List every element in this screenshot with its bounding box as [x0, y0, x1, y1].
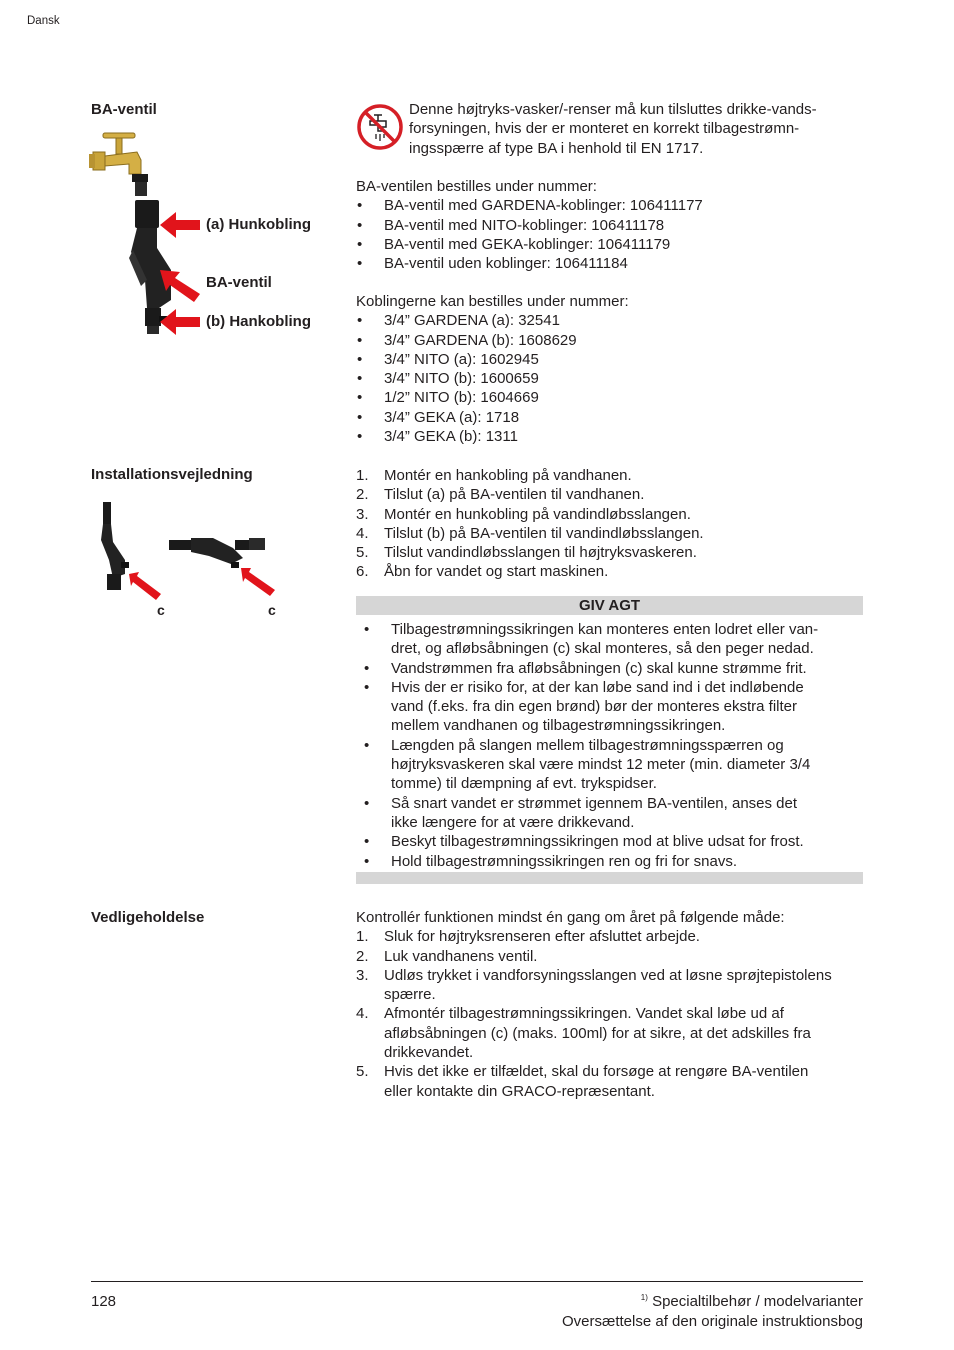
list-item: 6. Åbn for vandet og start maskinen. — [356, 563, 609, 581]
list-item: • 3/4” GARDENA (a): 32541 — [356, 311, 866, 330]
warning-line: forsyningen, hvis der er monteret en korrekt tilbagestrømn- — [409, 120, 800, 138]
coupling-order-heading: Koblingerne kan bestilles under nummer: — [356, 293, 629, 310]
label-ba-ventil: BA-ventil — [206, 274, 272, 291]
list-item: • Beskyt tilbagestrømningssikringen mod at blive udsat for frost. — [356, 832, 856, 851]
maintenance-intro: Kontrollér funktionen mindst én gang om året på følgende måde: — [356, 909, 785, 926]
valve-order-heading: BA-ventilen bestilles under nummer: — [356, 178, 597, 195]
arrow-icon — [160, 309, 204, 335]
valve-order-block — [356, 177, 866, 273]
list-item: 5. Hvis det ikke er tilfældet, skal du forsøge at rengøre BA-ventilen eller kontakte din GRACO-repræsentant. — [356, 1063, 809, 1100]
arrow-icon — [160, 212, 204, 238]
list-item: 1. Montér en hankobling på vandhanen. — [356, 467, 632, 484]
footnote-text: Specialtilbehør / modelvarianter — [652, 1293, 863, 1310]
label-hunkobling: (a) Hunkobling — [206, 216, 311, 233]
list-item: 3. Montér en hunkobling på vandindløbsslangen. — [356, 505, 691, 523]
arrow-icon — [160, 268, 204, 304]
list-item: • Så snart vandet er strømmet igennem BA-ventilen, anses det ikke længere for at være drikkevand. — [356, 794, 856, 833]
list-item: • 3/4” NITO (a): 1602945 — [356, 350, 866, 369]
warning-line: Denne højtryks-vasker/-renser må kun tilsluttes drikke-vands- — [409, 101, 817, 118]
list-item: • 3/4” GARDENA (b): 1608629 — [356, 331, 866, 350]
caution-bottom-bar — [356, 872, 863, 884]
list-item: 1. Sluk for højtryksrenseren efter afsluttet arbejde. — [356, 928, 700, 946]
list-item: • BA-ventil uden koblinger: 106411184 — [356, 254, 866, 273]
list-item: • 3/4” NITO (b): 1600659 — [356, 369, 866, 388]
list-item: 3. Udløs trykket i vandforsyningsslangen ved at løsne sprøjtepistolens spærre. — [356, 966, 832, 1004]
list-item: 4. Afmontér tilbagestrømningssikringen. Vandet skal løbe ud af afløbsåbningen (c) (maks. 100ml) for at sikre, at det adskilles fra drikkevandet. — [356, 1005, 811, 1062]
list-item: • 3/4” GEKA (b): 1311 — [356, 427, 866, 446]
footer-divider — [91, 1281, 863, 1282]
section-heading-maintenance: Vedligeholdelse — [91, 909, 205, 926]
label-hankobling: (b) Hankobling — [206, 313, 311, 330]
list-item: • Hold tilbagestrømningssikringen ren og fri for snavs. — [356, 852, 856, 871]
coupling-order-block — [356, 292, 866, 446]
caution-list — [356, 620, 856, 871]
section-heading-installation: Installationsvejledning — [91, 466, 253, 483]
list-item: 2. Tilslut (a) på BA-ventilen til vandhanen. — [356, 486, 645, 504]
list-item: • Tilbagestrømningssikringen kan monteres enten lodret eller van- dret, og afløbsåbningen (c) skal monteres, så den peger nedad. — [356, 620, 856, 659]
no-drinking-water-icon — [356, 103, 404, 151]
list-item: 4. Tilslut (b) på BA-ventilen til vandindløbsslangen. — [356, 524, 704, 542]
list-item: • BA-ventil med GARDENA-koblinger: 106411177 — [356, 196, 866, 215]
page-number: 128 — [91, 1293, 117, 1310]
list-item: • Hvis der er risiko for, at der kan løbe sand ind i det indløbende vand (f.eks. fra din egen brønd) bør der monteres ekstra filter mellem vandhanen og tilbagestrømningssikringen. — [356, 678, 856, 736]
list-item: • 1/2” NITO (b): 1604669 — [356, 388, 866, 407]
list-item: • BA-ventil med NITO-koblinger: 106411178 — [356, 216, 866, 235]
footnote — [641, 1293, 863, 1310]
coupling-order-list — [356, 311, 866, 446]
language-label: Dansk — [27, 15, 60, 27]
list-item: 2. Luk vandhanens ventil. — [356, 947, 538, 965]
label-drain-c-1: c — [157, 602, 165, 618]
installation-steps — [356, 466, 866, 582]
warning-text — [409, 100, 817, 158]
list-item: • Længden på slangen mellem tilbagestrømningsspærren og højtryksvaskeren skal være mindst 12 meter (min. diameter 3/4 tomme) til dæmpning af evt. trykspidser. — [356, 736, 856, 794]
maintenance-block — [356, 908, 866, 1101]
caution-title-bar: GIV AGT — [356, 596, 863, 615]
warning-line: ingsspærre af type BA i henhold til EN 1717. — [409, 139, 704, 157]
list-item: • Vandstrømmen fra afløbsåbningen (c) skal kunne strømme frit. — [356, 659, 856, 678]
valve-order-list — [356, 196, 866, 273]
installation-figure — [95, 498, 295, 604]
footnote-marker: 1) — [640, 1293, 648, 1302]
list-item: • 3/4” GEKA (a): 1718 — [356, 408, 866, 427]
label-drain-c-2: c — [268, 602, 276, 618]
list-item: 5. Tilslut vandindløbsslangen til højtryksvaskeren. — [356, 544, 697, 562]
section-heading-ba-ventil: BA-ventil — [91, 101, 157, 118]
translation-note: Oversættelse af den originale instruktionsbog — [562, 1313, 863, 1330]
list-item: • BA-ventil med GEKA-koblinger: 106411179 — [356, 235, 866, 254]
